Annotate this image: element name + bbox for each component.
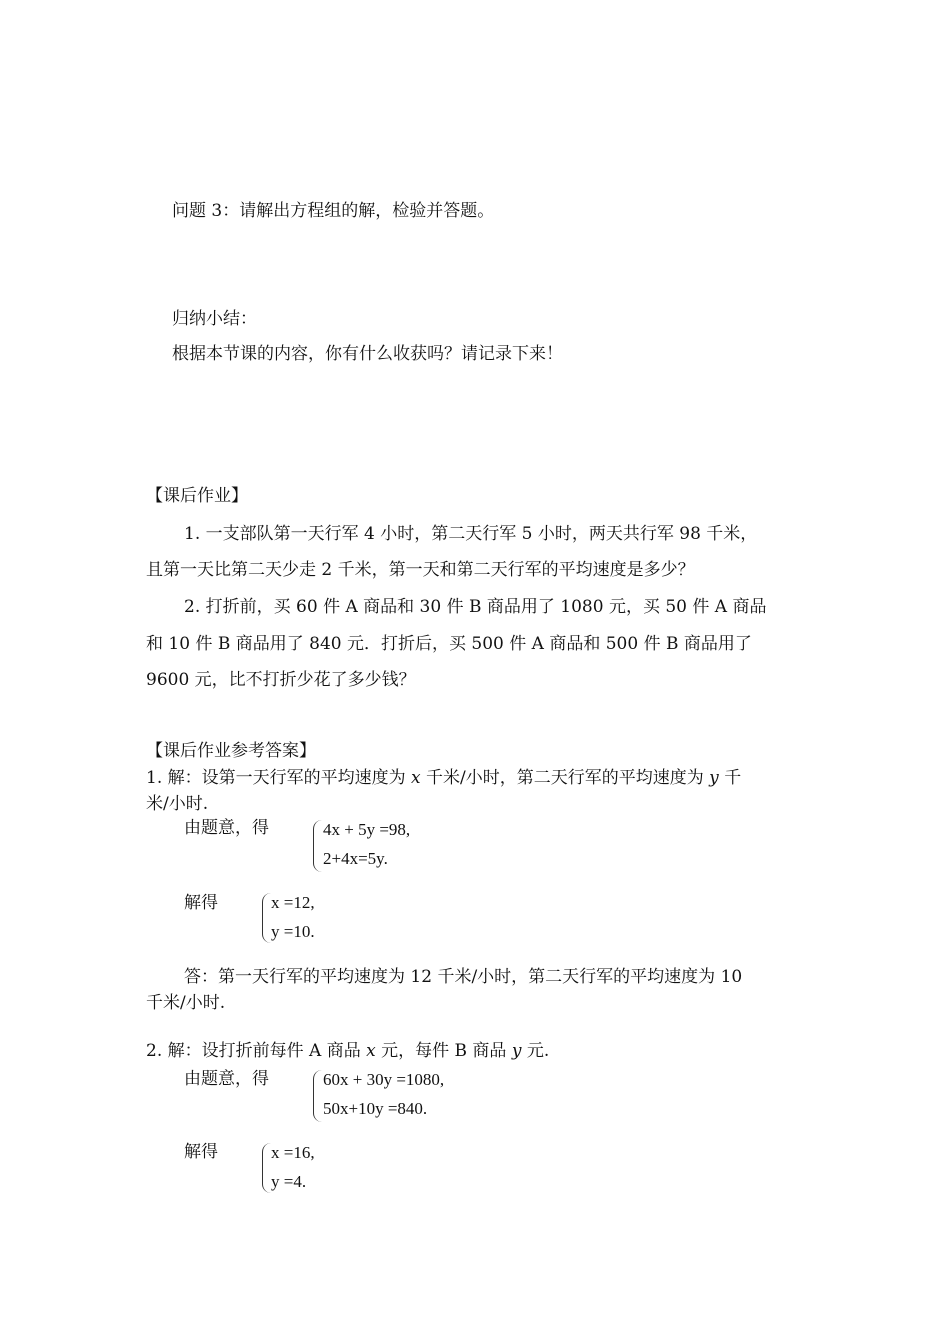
variable-y: y bbox=[511, 1041, 522, 1061]
answer-1-text-b: 千米/小时，第二天行军的平均速度为 bbox=[426, 768, 704, 788]
answer-1-equation-1: 4x + 5y =98, bbox=[323, 820, 411, 839]
answer-2-setup-label: 由题意，得 bbox=[184, 1069, 269, 1089]
answer-1-conclusion-line-2: 千米/小时. bbox=[146, 993, 226, 1013]
homework-1-line-1: 1. 一支部队第一天行军 4 小时，第二天行军 5 小时，两天共行军 98 千米， bbox=[184, 524, 758, 544]
answer-2-equation-2: 50x+10y =840. bbox=[323, 1099, 428, 1118]
answer-1-line-1 bbox=[146, 766, 741, 790]
answer-1-solution-2: y =10. bbox=[271, 922, 315, 941]
summary-title: 归纳小结： bbox=[172, 309, 257, 329]
answer-1-equation-2: 2+4x=5y. bbox=[323, 849, 388, 868]
answer-2-text-c: 元. bbox=[526, 1041, 550, 1061]
homework-1-line-2: 且第一天比第二天少走 2 千米，第一天和第二天行军的平均速度是多少？ bbox=[146, 560, 695, 580]
answers-title: 【课后作业参考答案】 bbox=[146, 741, 316, 761]
homework-2-line-1: 2. 打折前，买 60 件 A 商品和 30 件 B 商品用了 1080 元，买 50 件 A 商品 bbox=[184, 597, 767, 617]
answer-2-solve-label: 解得 bbox=[184, 1142, 218, 1162]
variable-y: y bbox=[709, 768, 719, 788]
homework-2-line-2: 和 10 件 B 商品用了 840 元．打折后，买 500 件 A 商品和 500 件 B 商品用了 bbox=[146, 634, 752, 654]
summary-text: 根据本节课的内容，你有什么收获吗？请记录下来！ bbox=[172, 344, 563, 364]
answer-1-setup-label: 由题意，得 bbox=[184, 818, 269, 838]
homework-title: 【课后作业】 bbox=[146, 486, 248, 506]
answer-1-text-a: 1. 解：设第一天行军的平均速度为 bbox=[146, 768, 406, 788]
answer-2-solution-2: y =4. bbox=[271, 1172, 307, 1191]
answer-1-solution-1: x =12, bbox=[271, 893, 315, 912]
homework-2-line-3: 9600 元，比不打折少花了多少钱？ bbox=[146, 670, 416, 690]
answer-1-conclusion-line-1: 答：第一天行军的平均速度为 12 千米/小时，第二天行军的平均速度为 10 bbox=[184, 967, 743, 987]
answer-2-text-a: 2. 解：设打折前每件 A 商品 bbox=[146, 1041, 361, 1061]
answer-2-equation-1: 60x + 30y =1080, bbox=[323, 1070, 445, 1089]
variable-x: x bbox=[411, 768, 421, 788]
answer-2-solution-1: x =16, bbox=[271, 1143, 315, 1162]
variable-x: x bbox=[366, 1041, 376, 1061]
question-3: 问题 3：请解出方程组的解，检验并答题。 bbox=[172, 201, 495, 221]
answer-2-line-1 bbox=[146, 1039, 549, 1063]
system-brace bbox=[313, 1070, 323, 1122]
system-brace bbox=[313, 820, 323, 872]
answer-1-line-2: 米/小时. bbox=[146, 794, 209, 814]
answer-1-text-c: 千 bbox=[724, 768, 742, 788]
answer-2-text-b: 元，每件 B 商品 bbox=[381, 1041, 507, 1061]
answer-1-solve-label: 解得 bbox=[184, 893, 218, 913]
